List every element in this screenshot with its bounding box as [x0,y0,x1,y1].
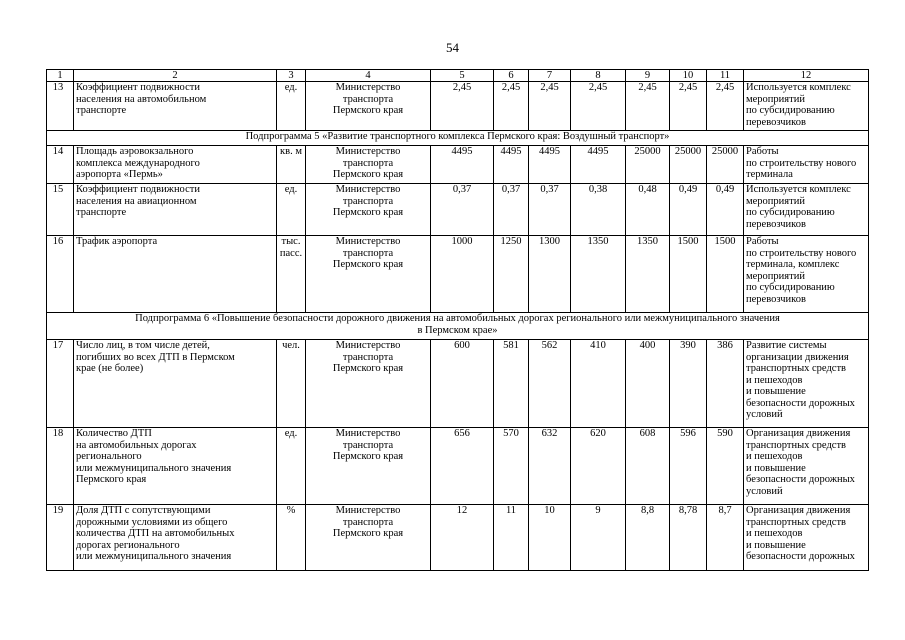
row-number: 15 [47,184,74,236]
subprogram-row [47,131,869,146]
value: 25000 [670,146,707,184]
unit: тыс. пасс. [277,236,306,313]
value: 386 [707,340,744,428]
note: Организация движения транспортных средств и пешеходов и повышение безопасности дорожных условий [744,428,869,505]
value: 1300 [529,236,571,313]
table-row [47,236,869,313]
indicator-name: Коэффициент подвижности населения на авиационном транспорте [74,184,277,236]
value: 2,45 [626,82,670,131]
note: Работы по строительству нового терминала [744,146,869,184]
row-number: 17 [47,340,74,428]
value: 10 [529,505,571,571]
value: 390 [670,340,707,428]
value: 8,7 [707,505,744,571]
responsible: Министерство транспорта Пермского края [306,146,431,184]
note: Используется комплекс мероприятий по субсидированию перевозчиков [744,82,869,131]
value: 581 [494,340,529,428]
row-number: 18 [47,428,74,505]
header-cell: 5 [431,70,494,82]
note: Развитие системы организации движения транспортных средств и пешеходов и повышение безопасности дорожных условий [744,340,869,428]
subprogram-title: Подпрограмма 5 «Развитие транспортного комплекса Пермского края: Воздушный транспорт» [47,131,869,146]
value: 0,37 [431,184,494,236]
value: 656 [431,428,494,505]
value: 0,38 [571,184,626,236]
page-number: 54 [446,40,459,55]
value: 4495 [571,146,626,184]
value: 0,37 [494,184,529,236]
value: 0,49 [707,184,744,236]
row-number: 13 [47,82,74,131]
table-row [47,82,869,131]
unit: % [277,505,306,571]
header-cell: 3 [277,70,306,82]
table-row [47,146,869,184]
value: 8,8 [626,505,670,571]
column-number-row [47,70,869,82]
value: 2,45 [431,82,494,131]
indicator-name: Число лиц, в том числе детей, погибших во всех ДТП в Пермском крае (не более) [74,340,277,428]
indicators-table [46,69,869,571]
value: 2,45 [707,82,744,131]
value: 1000 [431,236,494,313]
value: 0,49 [670,184,707,236]
value: 2,45 [529,82,571,131]
value: 1350 [571,236,626,313]
unit: ед. [277,184,306,236]
value: 11 [494,505,529,571]
value: 590 [707,428,744,505]
responsible: Министерство транспорта Пермского края [306,184,431,236]
table-row [47,428,869,505]
indicator-name: Доля ДТП с сопутствующими дорожными условиями из общего количества ДТП на автомобильных дорогах регионального или межмуниципального значения [74,505,277,571]
header-cell: 11 [707,70,744,82]
indicator-name: Трафик аэропорта [74,236,277,313]
header-cell: 4 [306,70,431,82]
table-row [47,184,869,236]
responsible: Министерство транспорта Пермского края [306,340,431,428]
value: 4495 [494,146,529,184]
header-cell: 8 [571,70,626,82]
header-cell: 10 [670,70,707,82]
value: 2,45 [571,82,626,131]
value: 0,37 [529,184,571,236]
unit: ед. [277,82,306,131]
header-cell: 6 [494,70,529,82]
value: 25000 [626,146,670,184]
row-number: 14 [47,146,74,184]
unit: ед. [277,428,306,505]
value: 1500 [707,236,744,313]
note: Работы по строительству нового терминала, комплекс мероприятий по субсидированию перевозчиков [744,236,869,313]
responsible: Министерство транспорта Пермского края [306,505,431,571]
value: 25000 [707,146,744,184]
indicator-name: Количество ДТП на автомобильных дорогах регионального или межмуниципального значения Пермского края [74,428,277,505]
note: Используется комплекс мероприятий по субсидированию перевозчиков [744,184,869,236]
value: 9 [571,505,626,571]
value: 1350 [626,236,670,313]
header-cell: 12 [744,70,869,82]
value: 410 [571,340,626,428]
row-number: 16 [47,236,74,313]
note: Организация движения транспортных средств и пешеходов и повышение безопасности дорожных [744,505,869,571]
header-cell: 9 [626,70,670,82]
value: 2,45 [670,82,707,131]
responsible: Министерство транспорта Пермского края [306,82,431,131]
subprogram-title: Подпрограмма 6 «Повышение безопасности дорожного движения на автомобильных дорогах регионального или межмуниципального значения в Пермском крае» [47,313,869,340]
value: 12 [431,505,494,571]
responsible: Министерство транспорта Пермского края [306,236,431,313]
table-row [47,340,869,428]
value: 596 [670,428,707,505]
responsible: Министерство транспорта Пермского края [306,428,431,505]
value: 4495 [529,146,571,184]
indicator-name: Коэффициент подвижности населения на автомобильном транспорте [74,82,277,131]
unit: чел. [277,340,306,428]
value: 608 [626,428,670,505]
value: 4495 [431,146,494,184]
value: 2,45 [494,82,529,131]
header-cell: 2 [74,70,277,82]
indicator-name: Площадь аэровокзального комплекса международного аэропорта «Пермь» [74,146,277,184]
header-cell: 1 [47,70,74,82]
value: 1250 [494,236,529,313]
header-cell: 7 [529,70,571,82]
subprogram-row [47,313,869,340]
value: 1500 [670,236,707,313]
row-number: 19 [47,505,74,571]
value: 620 [571,428,626,505]
value: 562 [529,340,571,428]
unit: кв. м [277,146,306,184]
value: 8,78 [670,505,707,571]
table-row [47,505,869,571]
value: 632 [529,428,571,505]
value: 0,48 [626,184,670,236]
value: 570 [494,428,529,505]
value: 400 [626,340,670,428]
value: 600 [431,340,494,428]
